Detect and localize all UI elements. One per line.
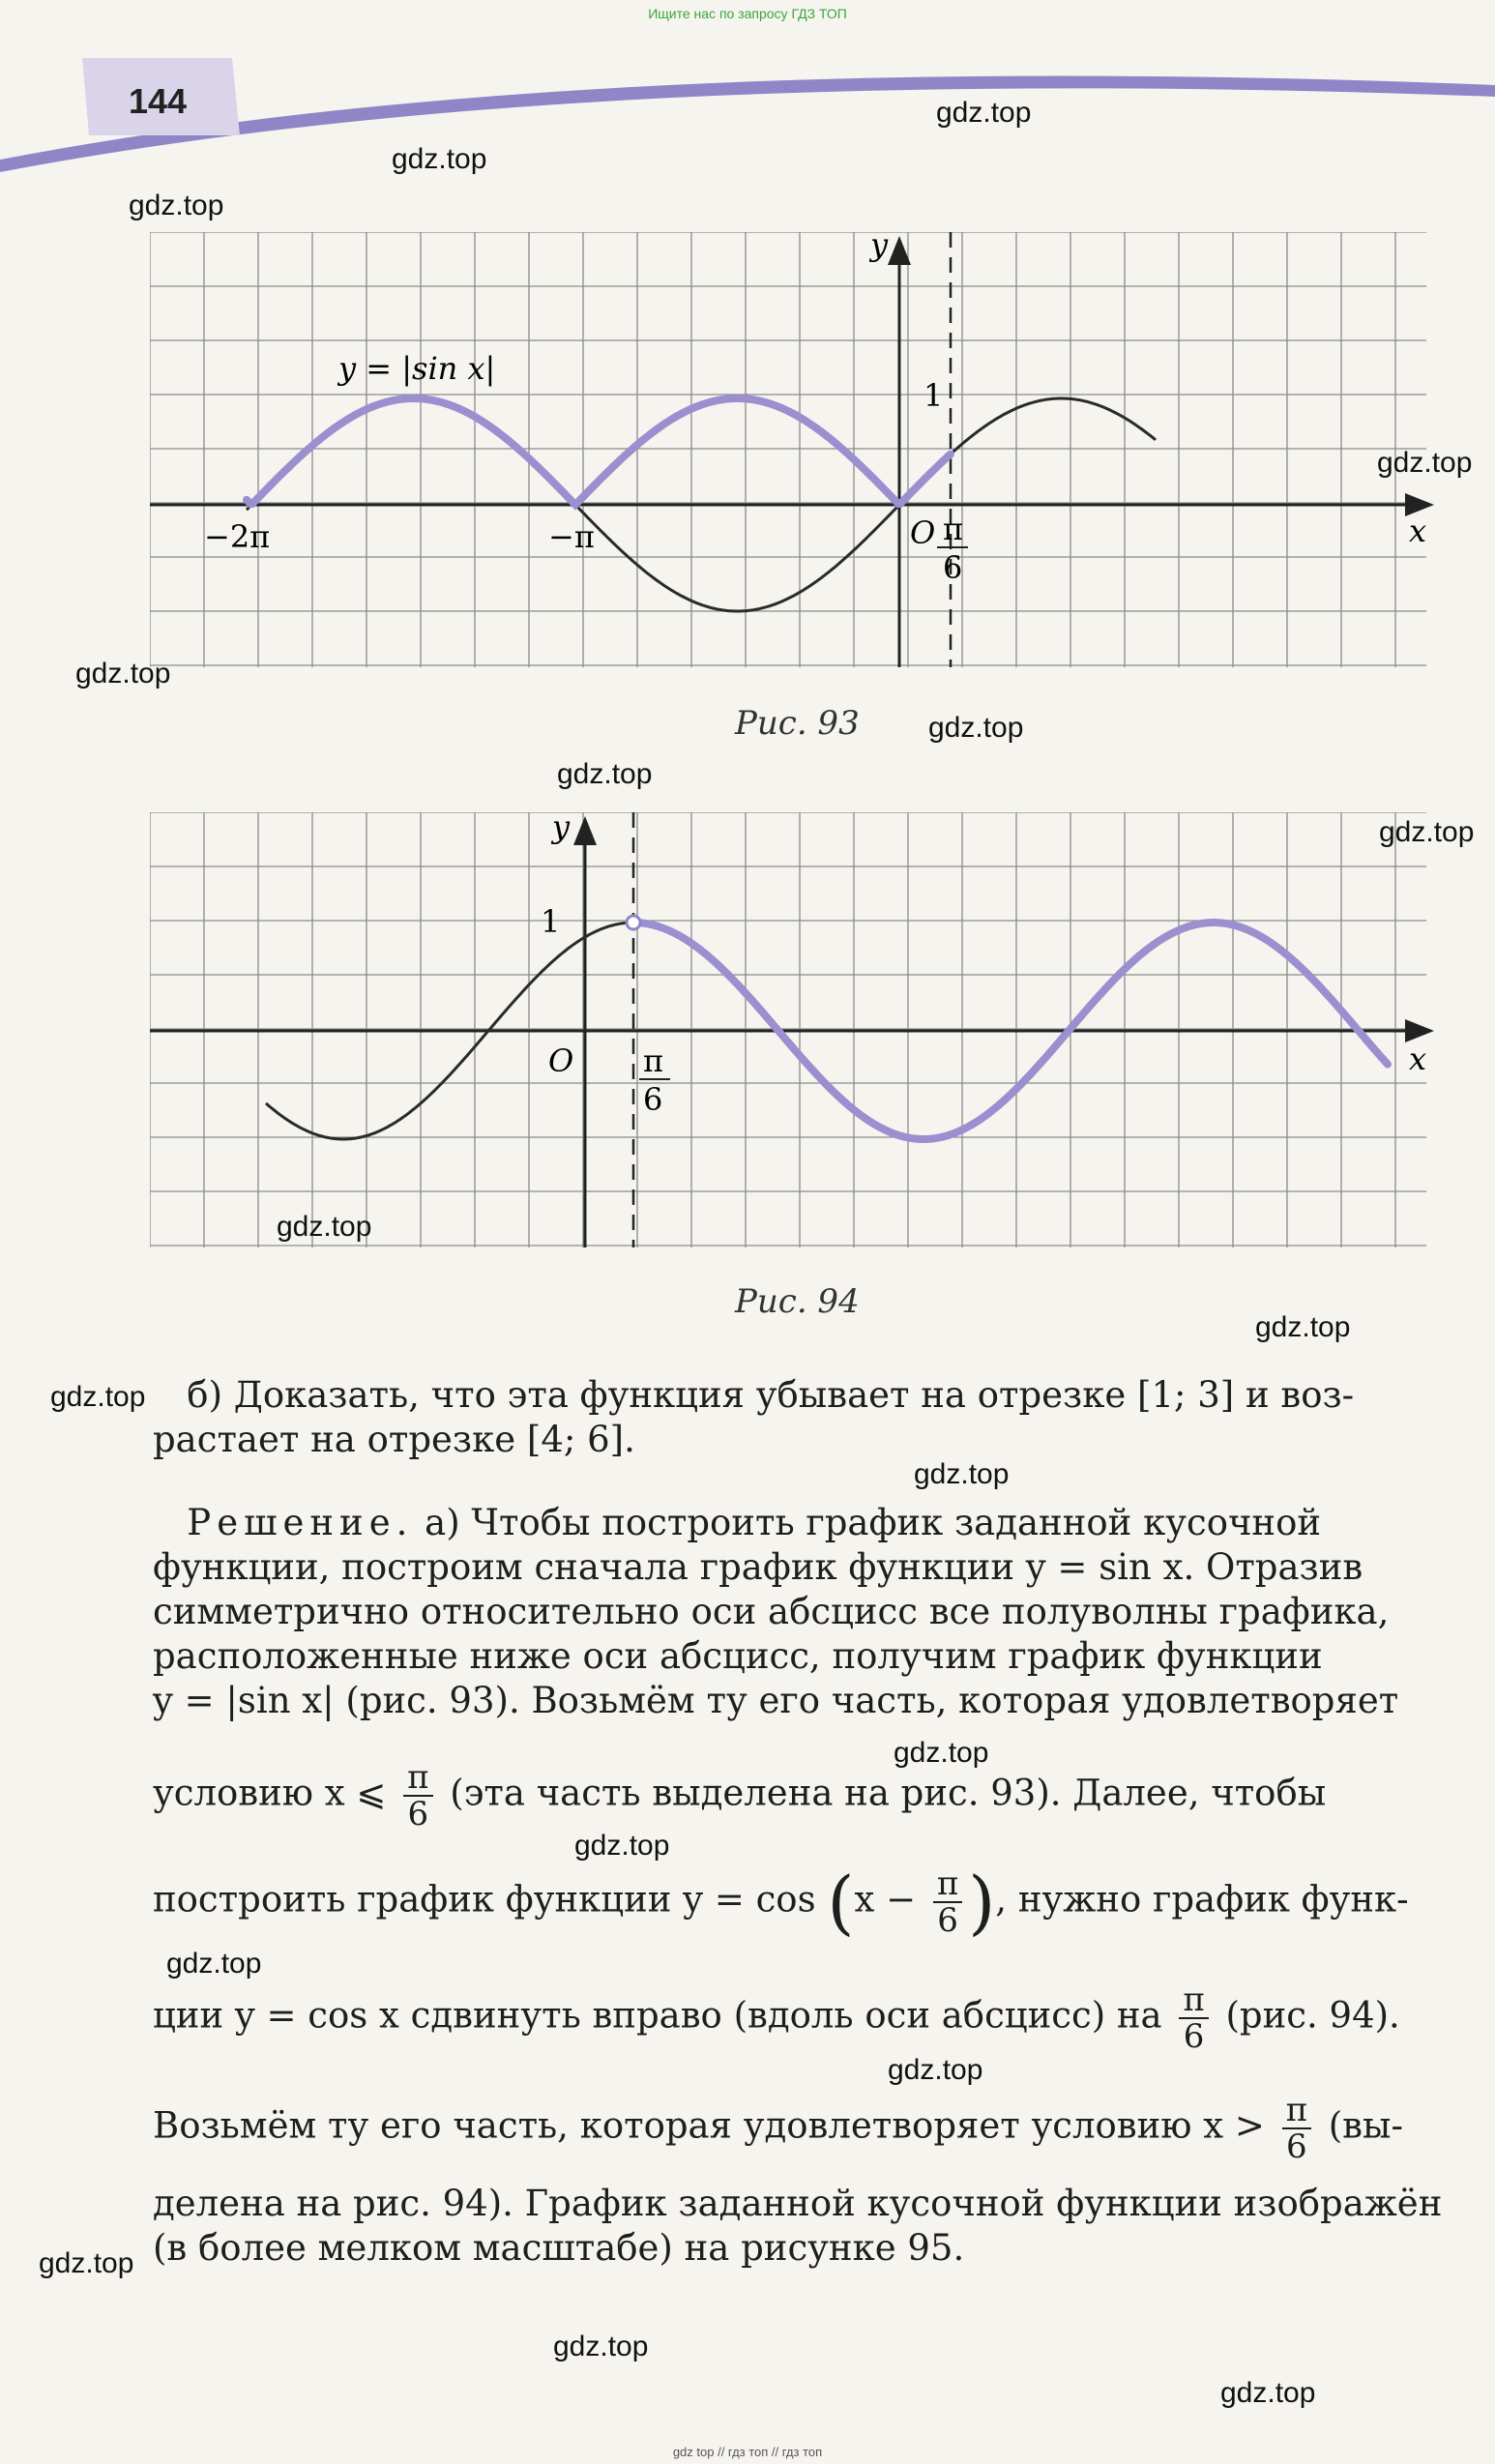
origin-label: O [548, 1042, 574, 1079]
tick-label-one: 1 [541, 903, 561, 940]
x-axis-label: x [1409, 1041, 1427, 1077]
text-line: ции y = cos x сдвинуть вправо (вдоль оси абсцисс) на $\frac{\pi}{6}$ (рис. 94). [153, 1980, 1400, 2056]
text-line: растает на отрезке [4; 6]. [153, 1419, 635, 1460]
watermark: gdz.top [1379, 816, 1475, 848]
abs-sin-highlight-curve [247, 398, 951, 505]
watermark: gdz.top [1220, 2377, 1316, 2409]
tick-label-one: 1 [923, 377, 944, 414]
watermark: gdz.top [75, 658, 171, 689]
text-line: y = |sin x| (рис. 93). Возьмём ту его часть, которая удовлетворяет [153, 1680, 1399, 1721]
tick-label-pi-num: π [943, 511, 964, 547]
text-line: функции, построим сначала график функции y = sin x. Отразив [153, 1546, 1363, 1588]
watermark: gdz.top [277, 1211, 372, 1243]
text-line: построить график функции y = cos (x − $\frac{\pi}{6}$ ), нужно график функ- [153, 1862, 1409, 1943]
watermark: gdz.top [574, 1830, 670, 1862]
watermark: gdz.top [914, 1458, 1010, 1490]
watermark: gdz.top [936, 97, 1032, 129]
bottom-note: gdz top // гдз топ // гдз топ [672, 2445, 823, 2459]
watermark: gdz.top [1377, 447, 1473, 479]
figure-94-caption: Рис. 94 [735, 1282, 860, 1321]
watermark: gdz.top [39, 2247, 134, 2279]
watermark: gdz.top [392, 143, 487, 175]
function-label: y = |sin x| [338, 350, 496, 387]
y-axis-label: y [552, 812, 571, 845]
watermark: gdz.top [888, 2054, 983, 2086]
watermark: gdz.top [166, 1948, 262, 1980]
watermark: gdz.top [129, 190, 224, 221]
text-line: делена на рис. 94). График заданной кусочной функции изображён [153, 2183, 1443, 2224]
watermark: gdz.top [894, 1737, 989, 1769]
text-line: условию x ⩽ $\frac{\pi}{6}$ (эта часть выделена на рис. 93). Далее, чтобы [153, 1758, 1327, 1833]
solution-label: Решение. [187, 1502, 414, 1543]
figure-94-graph [150, 812, 1446, 1257]
text-line: б) Доказать, что эта функция убывает на отрезке [1; 3] и воз- [187, 1374, 1355, 1416]
text-line: Возьмём ту его часть, которая удовлетворяет условию x > $\frac{\pi}{6}$ (вы- [153, 2091, 1403, 2166]
x-axis-label: x [1409, 513, 1427, 549]
fraction: $\frac{\pi}{6}$ [1282, 2093, 1311, 2164]
open-point [627, 916, 640, 929]
x-axis-arrow [1405, 1019, 1434, 1042]
y-axis-label: y [870, 232, 889, 263]
grid [150, 232, 1426, 667]
watermark: gdz.top [553, 2331, 649, 2362]
text-line: (в более мелком масштабе) на рисунке 95. [153, 2227, 965, 2269]
watermark: gdz.top [50, 1381, 146, 1413]
y-axis-arrow [573, 816, 597, 845]
tick-label-pi-num: π [643, 1042, 664, 1079]
tick-label-minus-2pi: −2π [204, 518, 271, 555]
top-note: Ищите нас по запросу ГДЗ ТОП [648, 6, 847, 21]
page-number: 144 [128, 81, 188, 121]
text-line: расположенные ниже оси абсцисс, получим график функции [153, 1635, 1323, 1677]
tick-label-minus-pi: −π [548, 518, 595, 555]
text-line: симметрично относительно оси абсцисс все полуволны графика, [153, 1591, 1390, 1632]
watermark: gdz.top [557, 758, 653, 790]
tick-label-pi-den: 6 [643, 1081, 663, 1118]
fraction: $\frac{\pi}{6}$ [933, 1866, 962, 1938]
text-line: Решение. а) Чтобы построить график заданной кусочной [187, 1502, 1322, 1543]
tick-label-pi-den: 6 [943, 549, 963, 586]
origin-label: O [910, 514, 936, 551]
figure-93-caption: Рис. 93 [735, 704, 860, 743]
fraction: $\frac{\pi}{6}$ [1179, 1982, 1208, 2054]
fraction: $\frac{\pi}{6}$ [403, 1760, 432, 1832]
figure-93-graph [150, 232, 1446, 677]
watermark: gdz.top [928, 712, 1024, 744]
watermark: gdz.top [1255, 1311, 1351, 1343]
